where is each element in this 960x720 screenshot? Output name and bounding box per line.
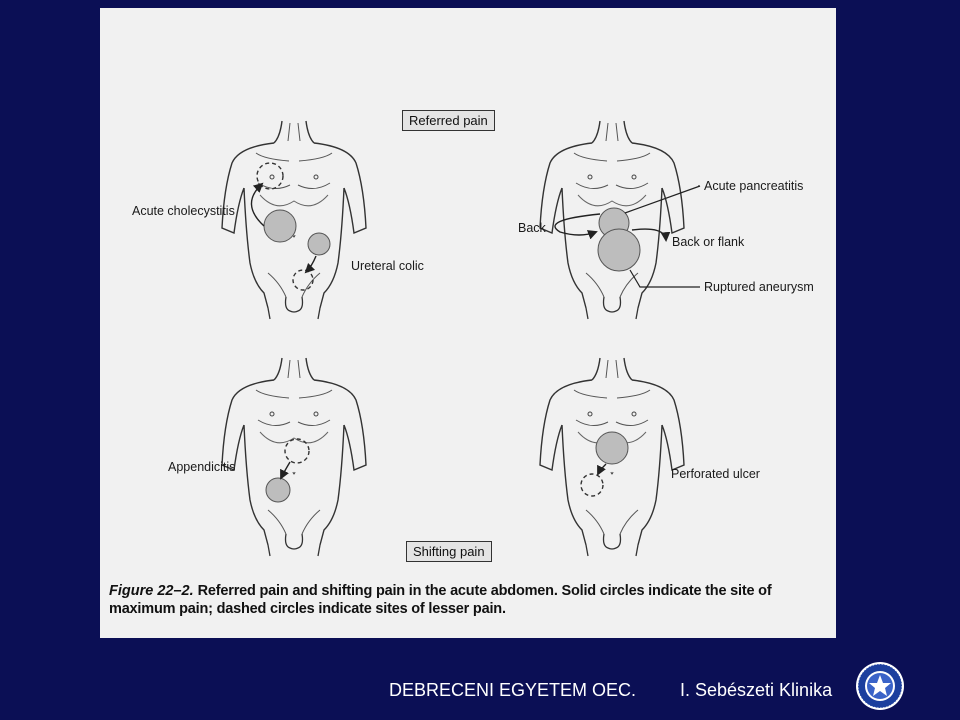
footer-clinic: I. Sebészeti Klinika xyxy=(680,680,833,700)
caption-text: Referred pain and shifting pain in the acute abdomen. Solid circles indicate the site of maximum pain; dashed circles indicate sites of lesser pain. xyxy=(109,583,772,617)
ureteral-dashed-circle xyxy=(293,270,313,290)
appendicitis-arrow xyxy=(281,462,290,478)
appendicitis-solid-circle xyxy=(266,478,290,502)
appendicitis-dashed-circle xyxy=(285,439,309,463)
back-arrow xyxy=(555,214,600,235)
aneurysm-leader xyxy=(630,270,700,287)
cholecystitis-arrow xyxy=(251,184,264,226)
cholecystitis-solid-circle xyxy=(264,210,296,242)
university-seal-icon xyxy=(855,661,905,711)
caption-prefix: Figure 22–2. xyxy=(109,583,194,599)
referred-pain-box: Referred pain xyxy=(402,110,495,131)
label-ruptured-aneurysm: Ruptured aneurysm xyxy=(704,280,814,294)
label-acute-pancreatitis: Acute pancreatitis xyxy=(704,179,804,193)
label-appendicitis: Appendicitis xyxy=(168,460,236,474)
ulcer-arrow xyxy=(598,464,606,474)
label-acute-cholecystitis: Acute cholecystitis xyxy=(132,204,235,218)
scanned-figure-page xyxy=(100,8,836,638)
ureteral-solid-circle xyxy=(308,233,330,255)
torso-bottom-left xyxy=(222,358,366,556)
flank-arrow xyxy=(632,229,666,240)
label-perforated-ulcer: Perforated ulcer xyxy=(671,467,760,481)
footer-institution: DEBRECENI EGYETEM OEC. xyxy=(389,680,637,700)
ulcer-solid-circle xyxy=(596,432,628,464)
label-back-or-flank: Back or flank xyxy=(672,235,745,249)
label-ureteral-colic: Ureteral colic xyxy=(351,259,424,273)
ulcer-dashed-circle xyxy=(581,474,603,496)
ureteral-arrow xyxy=(306,256,316,272)
aneurysm-solid-circle xyxy=(598,229,640,271)
figure-caption xyxy=(109,582,836,618)
shifting-pain-box: Shifting pain xyxy=(406,541,492,562)
label-back: Back xyxy=(518,221,546,235)
